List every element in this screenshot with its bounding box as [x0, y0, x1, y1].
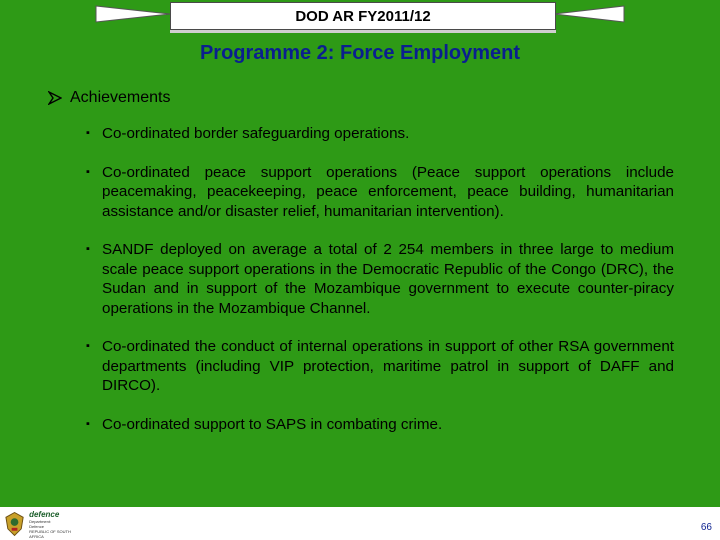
square-bullet-icon: ▪: [86, 165, 90, 178]
section-label: Achievements: [70, 89, 171, 106]
list-item: [86, 124, 674, 144]
logo-line1: Department:: [29, 518, 52, 524]
square-bullet-icon: ▪: [86, 127, 90, 139]
arrow-bullet-icon: [48, 91, 62, 105]
page-number: 66: [700, 522, 712, 533]
list-item: [86, 240, 674, 318]
square-bullet-icon: ▪: [86, 243, 90, 255]
list-item: [86, 163, 674, 222]
header-banner: [0, 0, 720, 40]
coat-of-arms-icon: [4, 511, 25, 537]
logo-line3: REPUBLIC OF SOUTH AFRICA: [29, 528, 71, 539]
defence-logo: [4, 509, 84, 539]
bullet-list: [86, 124, 674, 453]
logo-brand: defence: [29, 509, 60, 519]
bullet-text: SANDF deployed on average a total of 2 254 members in three large to medium scale peace support operations in the Democratic Republic of the Congo (DRC), the Sudan and in support of the Mozambique government to execute counter-piracy operations in the Mozambique Channel.: [102, 241, 674, 317]
list-item: [86, 337, 674, 396]
section-heading: [48, 89, 171, 107]
list-item: [86, 415, 674, 435]
header-title: DOD AR FY2011/12: [170, 2, 556, 30]
bullet-text: Co-ordinated peace support operations (Peace support operations include peacemaking, peacekeeping, peace enforcement, peace building, humanitarian assistance and/or disaster relief, humanitarian intervention).: [102, 163, 674, 220]
footer-bar: [0, 507, 720, 540]
slide-title: Programme 2: Force Employment: [199, 42, 521, 64]
bullet-text: Co-ordinated border safeguarding operations.: [102, 125, 410, 142]
square-bullet-icon: ▪: [86, 340, 90, 352]
bullet-text: Co-ordinated the conduct of internal operations in support of other RSA government departments (including VIP protection, maritime patrol in support of DAFF and DIRCO).: [102, 338, 674, 394]
logo-line2: Defence: [29, 523, 44, 529]
bullet-text: Co-ordinated support to SAPS in combating crime.: [102, 415, 443, 433]
square-bullet-icon: ▪: [86, 417, 90, 430]
